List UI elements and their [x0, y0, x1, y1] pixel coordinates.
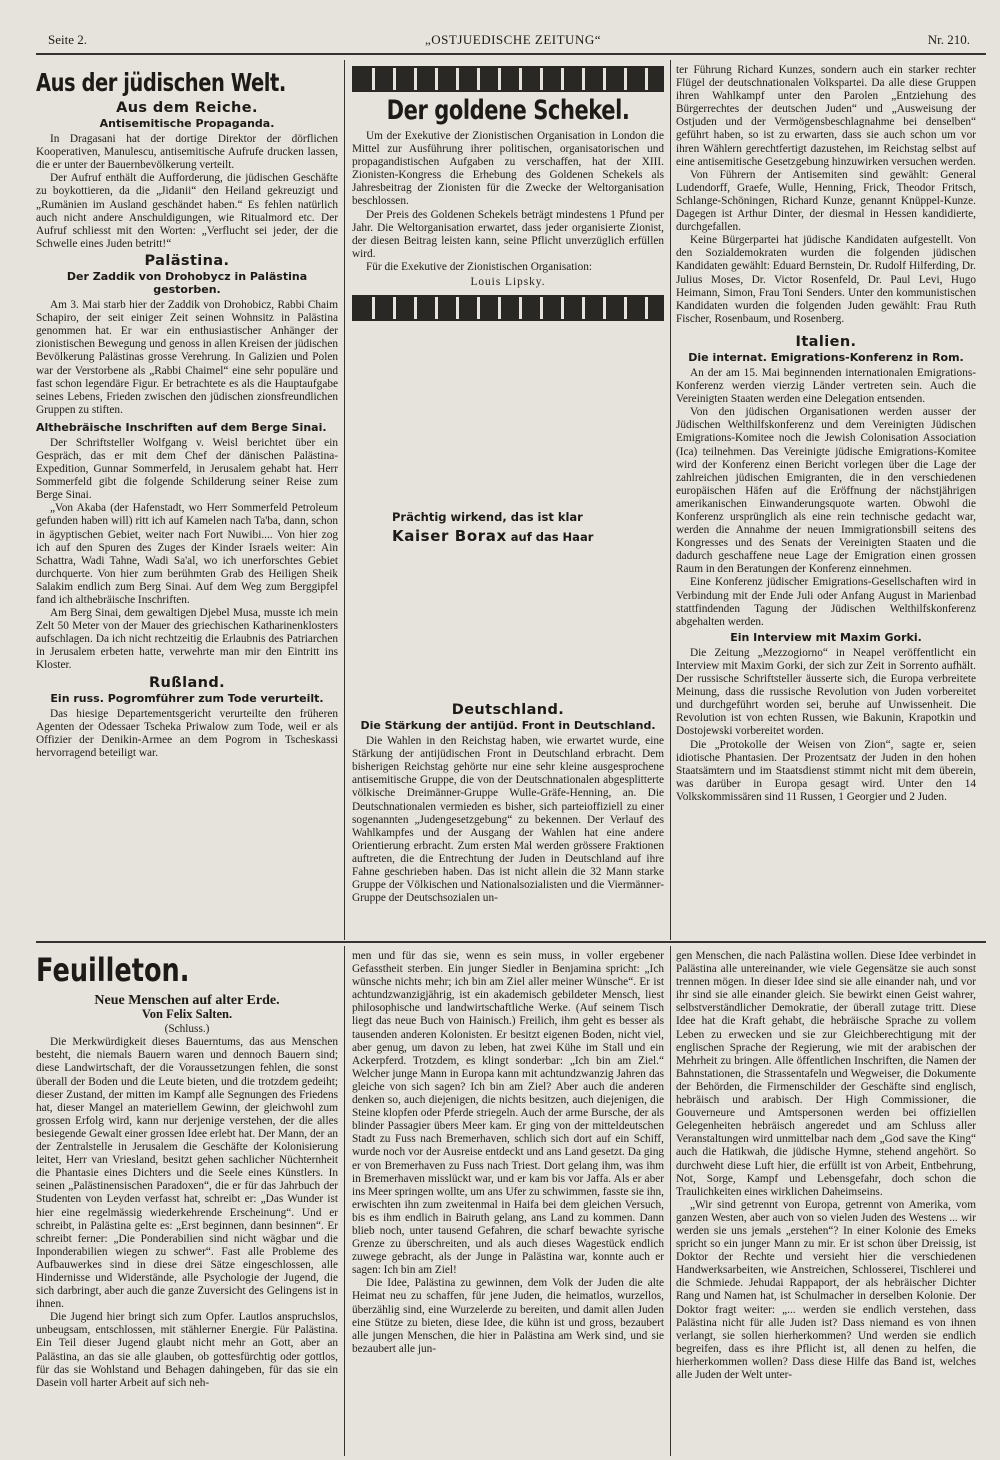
section-heading-italien: Italien.: [795, 333, 857, 350]
issue-number: Nr. 210.: [927, 32, 970, 47]
article-heading-sinai: Althebräische Inschriften auf dem Berge Sinai.: [36, 420, 327, 434]
feuilleton-paragraph: Die Jugend hier bringt sich zum Opfer. Lautlos anspruchslos, unbeugsam, entschlossen, mit stählerner Energie. Für Palästina. Ein Teil dieser Jugend glaubt nicht mehr an Gott, aber an Palästina, an das sie alle glauben, ob gottesfürchtig oder gottlos, für das sie Wohlstand und Behagen dahingeben, für das sie ein Dasein voll harter Arbeit auf sich neh-: [36, 1311, 338, 1389]
article-paragraph: „Von Akaba (der Hafenstadt, wo Herr Sommerfeld Petroleum gefunden haben will) ritt ich auf Kamelen nach Ta'ba, dann, schon in ägyptischen Gebiet, weiter nach Fort Nuwibi.... Von hier zog ich auf den Spuren des Zuges der Kinder Israels weiter: Ain Schattra, Wadi Tahne, Wadi Sa'al, wo ich unerforschtes Gebiet durchquerte. Von hier zum berühmten Grab des Heiligen Sheik Salakim endlich zum Berg Sinai. Auf dem Weg zum Berggipfel fand ich althebräische Inschriften.: [36, 502, 338, 606]
column-rule-1: [344, 60, 345, 940]
article-paragraph: Von Führern der Antisemiten sind gewählt: General Ludendorff, Graefe, Wulle, Henning, Frick, Theodor Fritsch, Schlange-Schöningen, Richard Kunze, genannt Knüppel-Kunze. Dagegen ist Arthur Dinter, der diesmal in Hessen kandidierte, durchgefallen.: [676, 168, 976, 234]
article-heading-pogrom: Ein russ. Pogromführer zum Tode verurteilt.: [50, 691, 324, 705]
feuilleton-column-3: [676, 950, 976, 1455]
section-heading-palaestina: Palästina.: [144, 252, 230, 269]
article-paragraph: Der Schriftsteller Wolfgang v. Weisl berichtet über ein Gespräch, das er mit dem Chef der dänischen Palästina-Expedition, Gunnar Sommerfeld, in Jerusalem gehabt hat. Herr Sommerfeld gibt die folgende Schilderung seiner Reise zum Berge Sinai.: [36, 436, 338, 502]
article-paragraph: Am Berg Sinai, dem gewaltigen Djebel Musa, musste ich mein Zelt 50 Meter von der Mauer des griechischen Katharinenklosters aufschlagen. Da ich nicht rechtzeitig die Erlaubnis des Patriarchen in Jerusalem erbeten hatte, verwehrte man mir den Eintritt ins Kloster.: [36, 607, 338, 672]
section-heading-juedische-welt: Aus der jüdischen Welt.: [36, 68, 286, 97]
feuilleton-note: (Schluss.): [164, 1023, 210, 1036]
feuilleton-paragraph: gen Menschen, die nach Palästina wollen. Diese Idee verbindet in Palästina alle untereinander, wie viele Gegensätze sie auch sonst trennen mögen. In dieser Idee sind sie alle einander nah, und vor ihr sind sie alle einander gleich. Sie bewirkt einen Geist wahrer, selbstverständlicher Demokratie, der überall zutage tritt. Diese Idee hat die Kraft gehabt, die hebräische Sprache zu vollem Leben zu erwecken und sie zur Gleichberechtigung mit der englischen Sprache der Regierung, wie mit der arabischen der Mehrheit zu bringen. Alle öffentlichen Inschriften, die Namen der Bahnstationen, die Strassentafeln und Wegweiser, die Dokumente der Behörden, die Firmenschilder der Geschäfte sind englisch, hebräisch und arabisch. Der High Commissioner, die Gouverneure und Amtspersonen werden bei offiziellen Gelegenheiten hebräisch angeredet und am Schluss aller Veranstaltungen wird unmittelbar nach dem „God save the King“ auch die Hatikwah, die jüdische Hymne, stehend angehört. So durchweht diese Luft hier, die erfüllt ist von Arbeit, Entbehrung, Not, Sorge, Kampf und Lebensgefahr, doch schon die Traulichkeiten eines wirklichen Daheimseins.: [676, 950, 976, 1198]
feuilleton-title: Neue Menschen auf alter Erde.: [94, 993, 280, 1008]
column-3: [676, 64, 976, 938]
article-heading-gorki: Ein Interview mit Maxim Gorki.: [730, 630, 922, 644]
article-heading-deutschland: Die Stärkung der antijüd. Front in Deutschland.: [360, 719, 656, 733]
decorative-border-bottom: [352, 295, 664, 321]
article-paragraph: Am 3. Mai starb hier der Zaddik von Drohobicz, Rabbi Chaim Schapiro, der seit einiger Zeit seinen Wohnsitz in Palästina genommen hat. Er war ein enthusiastischer Anhänger der zionistischen Bewegung und genoss in allen Kreisen der jüdischen Bevölkerung Palästinas grosse Verehrung. In Galizien und Polen war der Verstorbene als „Rabbi Chaimel“ eine sehr populäre und fast schon legendäre Figur. Er betrachtete es als die Hauptaufgabe seines Lebens, Frieden zwischen den jüdischen zionsfreundlichen Gruppen zu stiften.: [36, 299, 338, 416]
article-paragraph: Die Wahlen in den Reichstag haben, wie erwartet wurde, eine Stärkung der antijüdischen Front in Deutschland erbracht. Dem bisherigen Reichstag gehörte nur eine sehr kleine ausgesprochene antisemitische Gruppe, die von der Deutschnationalen abgesplitterte völkische Dreimänner-Gruppe Wulle-Gräfe-Henning, an. Die Deutschnationalen vermieden es bisher, sich parteioffiziell zu einer sogenannten „Judengesetzgebung“ zu bekennen. Der Verlauf des Wahlkampfes und der Ausgang der Wahlen hat eine andere Orientierung erbracht. Zum ersten Mal werden grössere Fraktionen auftreten, die die Entrechtung der Juden in Deutschland auf ihre Fahne geschrieben haben. Das ist nicht allein die 32 Mann starke Gruppe der Völkischen und Nationalsozialisten und die Viermänner-Gruppe der Deutschsozialen un-: [352, 735, 664, 905]
masthead-title: „OSTJUEDISCHE ZEITUNG“: [424, 32, 601, 47]
article-heading-emigration: Die internat. Emigrations-Konferenz in Rom.: [688, 350, 964, 364]
feuilleton-column-rule-2: [670, 946, 671, 1456]
feuilleton-column-1: [36, 950, 338, 1455]
signature: Louis Lipsky.: [470, 276, 546, 289]
article-paragraph: An der am 15. Mai beginnenden internationalen Emigrations-Konferenz werden vierzig Länder vertreten sein. Auch die Vereinigten Staaten werden eine Delegation entsenden.: [676, 366, 976, 406]
feuilleton-paragraph: men und für das sie, wenn es sein muss, in voller ergebener Gefasstheit sterben. Ein junger Siedler in Benjamina spricht: „Ich wünsche nichts mehr; ich bin am Ziel aller meiner Wünsche“. Er ist achtundzwanzigjährig, ist ein akademisch gebildeter Mensch, liest philosophische und landwirtschaftliche Werke. (Auf seinem Tisch liegt das neue Buch von Hainisch.) Freilich, ihm geht es besser als tausenden anderen Kolonisten. Er besitzt eigenen Boden, nicht viel, aber genug, um davon zu leben, hat zwei Kühe im Stall und ein Ackerpferd. Trotzdem, es klingt sonderbar: „Ich bin am Ziel.“ Welcher junge Mann in Europa kann mit achtundzwanzig Jahren das gleiche von sich sagen? Ich bin am Ziel? Aber auch die anderen denken so, auch diejenigen, die nichts besitzen, auch diejenigen, die Steine klopfen oder Pferde striegeln. Auch der arme Bursche, der als blinder Passagier übers Meer kam. Er ging von der mitteldeutschen Stadt zu Fuss nach Bremerhaven, schlich sich dort auf ein Schiff, wurde noch vor der Ausreise entdeckt und ans Land gesetzt. Da ging er von Bremerhaven zu Fuss nach Triest. Dort gelang ihm, was ihm in Bremerhaven misslückt war, und er kam bis vor Jaffa. Als er aber ins Meer springen wollte, um ans Ufer zu schwimmen, fasste sie ihn, erwischten ihn zum zweitenmal in Haifa bei dem gleichen Versuch, bis es ihm endlich in Bairuth gelang, ans Land zu kommen. Dann blieb noch, unter tausend Gefahren, die scharf bewachte syrische Grenze zu überschreiten, und als auch dieses Wagestück endlich zuwege gebracht, als der Junge in Palästina war, konnte auch er sagen: Ich bin am Ziel!: [352, 950, 664, 1277]
feuilleton-paragraph: Die Merkwürdigkeit dieses Bauerntums, das aus Menschen besteht, die niemals Bauern waren und dennoch Bauern sind; diese Landwirtschaft, der die Voraussetzungen fehlen, die sonst überall der Boden und die Leute bieten, und die trotzdem gedeiht; dieser Zustand, der mitten im Kampf alle Segnungen des Friedens hat, dieser Mangel an materiellem Gewinn, der gleichwohl zum grossen Erfolg wird, kann nur derjenige verstehen, der die alles besiegende Gewalt einer grossen Idee erlebt hat. Der Mann, der an der Zentralstelle in Jerusalem die Geschäfte der Kolonisierung leitet, Herr van Vriesland, besitzt gehen sachlicher Nüchternheit die Phantasie eines Dichters und die Seele eines Künstlers. In seinen „Palästinensischen Paradoxen“, die er für das Jahrbuch der Studenten von Leyden verfasst hat, schreibt er: „Das Wunder ist hier eine regelmässig wiederkehrende Erscheinung“. Und er schreibt, in Palästina gelte es: „Erst beginnen, dann besinnen“. Er schreibt ferner: „Die Ponderabilien sind nicht wägbar und die Inponderabilien wiegen zu schwer“. Fast alle Probleme des Aufbauwerkes sind in diese drei Sätze eingeschlossen, alle Hindernisse und Widerstände, alle Psychologie der Jugend, die sich darbringt, aber auch die ganze Zuversicht des Gelingens ist in ihnen.: [36, 1036, 338, 1311]
feuilleton-author: Von Felix Salten.: [141, 1007, 233, 1022]
ad-brand: Kaiser Borax: [392, 527, 507, 545]
column-rule-2: [670, 60, 671, 940]
feuilleton-rule: [36, 941, 986, 943]
page-header: [48, 32, 978, 50]
article-paragraph: ter Führung Richard Kunzes, sondern auch ein starker rechter Flügel der deutschnationalen Volkspartei. Da alle diese Gruppen ihren Wahlkampf unter den Parolen „Entziehung des Bürgerrechtes der deutschen Juden“ und „Ausweisung der Ostjuden und der Vermögensbeschlagnahme bei denselben“ geführt haben, so ist zu erwarten, dass sie auch schon um vor ihren Wählern gerechtfertigt dazustehen, im Reichstag selbst auf eine antisemitische Gesetzgebung hinzuwirken versuchen werden.: [676, 64, 976, 168]
advertisement-box: [350, 334, 668, 696]
feuilleton-heading: Feuilleton.: [36, 951, 190, 989]
feuilleton-column-2: [352, 950, 664, 1455]
article-title-schekel: Der goldene Schekel.: [386, 95, 630, 126]
header-rule: [36, 53, 986, 55]
article-paragraph: Die „Protokolle der Weisen von Zion“, sagte er, seien idiotische Phantasien. Der Prozentsatz der Juden in den hohen Staatsämtern und im Staatsdienst stimmt nicht mit dem überein, was darüber in Europa gesagt wird. Unter den 14 Volkskommissären sind 11 Russen, 1 Georgier und 2 Juden.: [676, 738, 976, 803]
article-paragraph: Der Preis des Goldenen Schekels beträgt mindestens 1 Pfund per Jahr. Die Weltorganisation erwartet, dass jeder organisierte Zionist, der diesen Beitrag leisten kann, seine Pflicht unverzüglich erfüllen wird.: [352, 208, 664, 260]
article-heading-antisemitic-propaganda: Antisemitische Propaganda.: [99, 117, 275, 131]
ad-brand-line: [392, 527, 593, 545]
article-paragraph: Für die Exekutive der Zionistischen Organisation:: [366, 260, 592, 273]
ad-tail: auf das Haar: [510, 530, 594, 544]
decorative-border-top: [352, 66, 664, 92]
column-1: [36, 64, 338, 938]
feuilleton-paragraph: Die Idee, Palästina zu gewinnen, dem Volk der Juden die alte Heimat neu zu schaffen, für jene Juden, die heimatlos, wurzellos, überzählig sind, eine Wurzelerde zu bereiten, und damit allen Juden eine Stütze zu bieten, diese Idee, die kühn ist und gross, bezaubert alle jungen Menschen, die hier in Palästina am Werk sind, und sie bezaubert alle jun-: [352, 1277, 664, 1355]
page-number: Seite 2.: [48, 32, 87, 47]
ad-slogan: Prächtig wirkend, das ist klar: [392, 510, 583, 524]
section-heading-deutschland: Deutschland.: [451, 702, 565, 718]
article-paragraph: Um der Exekutive der Zionistischen Organisation in London die Mittel zur Ausführung ihrer politischen, organisatorischen und propagandistischen Aufgaben zu verschaffen, hat der XIII. Zionisten-Kongress die Erhebung des Goldenen Schekels als Jahresbeitrag der Zionisten für die Zwecke der Weltorganisation beschlossen.: [352, 130, 664, 208]
feuilleton-column-rule-1: [344, 946, 345, 1456]
article-paragraph: Von den jüdischen Organisationen werden ausser der Jüdischen Welthilfskonferenz und dem Vereinigten Jüdischen Emigrations-Komitee noch die Jewish Colonisation Association (Ica) teilnehmen. Das Vereinigte jüdische Emigrations-Komitee wird der Konferenz einen Bericht vorlegen über die Lage der zahlreichen jüdischen Emigranten, die in den verschiedenen europäischen Häfen auf die Eröffnung der nächstjährigen amerikanischen Einwanderungsquote warten. Obwohl die Konferenz ursprünglich als eine rein technische gedacht war, werden die Annahme der neuen Immigrationsbill seitens des Kongresses und des Senats der Vereinigten Staaten und die dadurch geschaffene neue Lage der Emigration einen grossen Raum in den Beratungen der Konferenz einnehmen.: [676, 406, 976, 576]
section-heading-reich: Aus dem Reiche.: [116, 100, 258, 116]
article-paragraph: Das hiesige Departementsgericht verurteilte den früheren Agenten der Odessaer Tscheka Priwalow zum Tode, weil er als Offizier der Denikin-Armee an dem Pogrom in Tscheskassi hervorragend beteiligt war.: [36, 707, 338, 759]
article-heading-zaddik: Der Zaddik von Drohobycz in Palästina gestorben.: [66, 270, 308, 297]
article-paragraph: In Dragasani hat der dortige Direktor der dörflichen Kooperativen, Manulescu, antisemitische Aufrufe drucken lassen, die er unter der Bauernbevölkerung verteilt.: [36, 133, 338, 172]
column-2-lower: [352, 700, 664, 938]
section-heading-russland: Rußland.: [148, 674, 226, 691]
article-paragraph: Keine Bürgerpartei hat jüdische Kandidaten aufgestellt. Von den Sozialdemokraten wurden die folgenden jüdischen Kandidaten gewählt: Eduard Bernstein, Dr. Rudolf Hilferding, Dr. Julius Moses, Dr. Victor Rosenfeld, Dr. Paul Levi, Hugo Heimann, Simon, Frau Toni Senders. Unter den kommunistischen Kandidaten wurden die folgenden Juden gewählt: Frau Ruth Fischer, Rosenbaum, und Rosenberg.: [676, 234, 976, 325]
article-paragraph: Die Zeitung „Mezzogiorno“ in Neapel veröffentlicht ein Interview mit Maxim Gorki, der sich zur Zeit in Sorrento aufhält. Der russische Schriftsteller äusserte sich, die Europa verbreitete Meinung, dass die russische Revolution von Juden vorbereitet und durchgeführt worden sei, beruhe auf Unwissenheit. Die Revolution ist von echten Russen, wie Bakunin, Krapotkin und Dostojewski vorbereitet worden.: [676, 646, 976, 738]
article-paragraph: Der Aufruf enthält die Aufforderung, die jüdischen Geschäfte zu boykottieren, da die „Jidanii“ den Heiland gekreuzigt und „Rumänien im Ausland geschändet haben.“ Es fehlen natürlich auch nicht andere Anschuldigungen, wie Ritualmord etc. Der Aufruf schliesst mit den Worten: „Verflucht sei jeder, der die Schwelle eines Juden betritt!“: [36, 172, 338, 250]
feuilleton-paragraph: „Wir sind getrennt von Europa, getrennt von Amerika, vom ganzen Westen, aber auch von so vielen Juden des Westens ... wir werden sie uns jemals „erstehen“? In einer Kolonie des Emeks spricht so ein junger Mann zu mir. Er ist schon über Dreissig, ist Doktor der Rechte und versieht hier die verschiedenen Handwerksarbeiten, wie Anstreichen, Schlosserei, Tischlerei und die Schmiede. Jehudai Rappaport, der als hebräischer Dichter Rang und Namen hat, ist Schulmacher in derselben Kolonie. Der Doktor fragt weiter: „... werden sie endlich verstehen, dass Palästina nicht für alle Juden ist? Dass niemand es von ihnen verlangt, sie sollen hierherkommen? Und werden sie endlich begreifen, dass es ihre Pflicht ist, all denen zu helfen, die hierherkommen wollen? Dass diese Hilfe das Band ist, welches alle Juden der Welt unter-: [676, 1198, 976, 1381]
article-paragraph: Eine Konferenz jüdischer Emigrations-Gesellschaften wird in Verbindung mit der Ende Juli oder Anfang August in Marienbad stattfindenden Tagung der Jüdischen Welthilfskonferenz abgehalten werden.: [676, 576, 976, 628]
